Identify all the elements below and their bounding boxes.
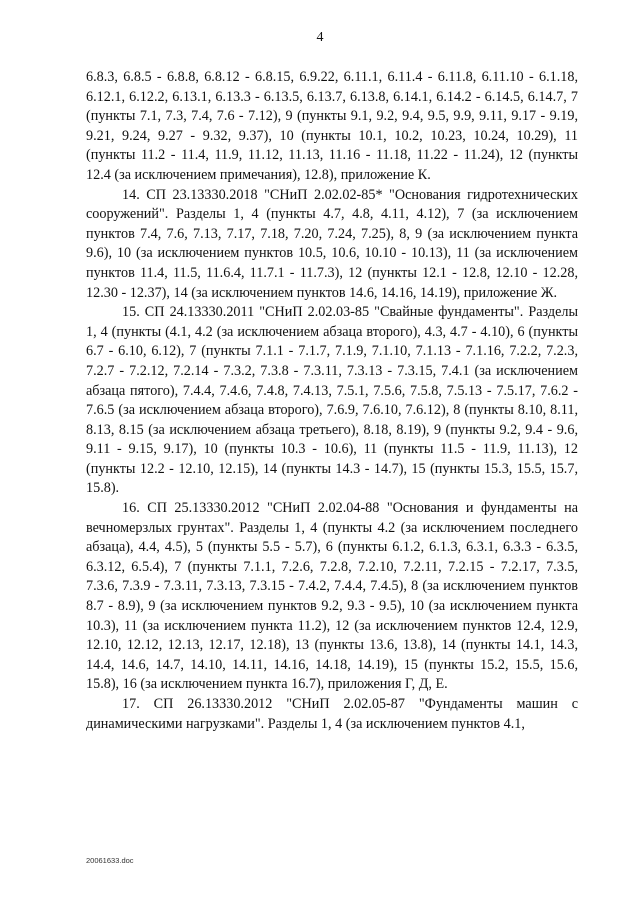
page-number: 4 [316, 30, 324, 45]
file-name-footer: 20061633.doc [86, 856, 134, 865]
paragraph-continuation: 6.8.3, 6.8.5 - 6.8.8, 6.8.12 - 6.8.15, 6.9.22, 6.11.1, 6.11.4 - 6.11.8, 6.11.10 - 6.1.18, 6.12.1, 6.12.2, 6.13.1, 6.13.3 - 6.13.5, 6.13.7, 6.13.8, 6.14.1, 6.14.2 - 6.14.5, 6.14.7, 7 (пункты 7.1, 7.3, 7.4, 7.6 - 7.12), 9 (пункты 9.1, 9.2, 9.4, 9.5, 9.9, 9.11, 9.17 - 9.19, 9.21, 9.24, 9.27 - 9.32, 9.37), 10 (пункты 10.1, 10.2, 10.23, 10.24, 10.29), 11 (пункты 11.2 - 11.4, 11.9, 11.12, 11.13, 11.16 - 11.18, 11.22 - 11.24), 12 (пункты 12.4 (за исключением примечания), 12.8), приложение К. [86, 69, 578, 183]
paragraph-item-15: 15. СП 24.13330.2011 "СНиП 2.02.03-85 "Свайные фундаменты". Разделы 1, 4 (пункты (4.1, 4.2 (за исключением абзаца второго), 4.3, 4.7 - 4.10), 6 (пункты 6.7 - 6.10, 6.12), 7 (пункты 7.1.1 - 7.1.7, 7.1.9, 7.1.10, 7.1.13 - 7.1.16, 7.2.2, 7.2.3, 7.2.7 - 7.2.12, 7.2.14 - 7.3.2, 7.3.8 - 7.3.11, 7.3.13 - 7.3.15, 7.4.1 (за исключением абзаца пятого), 7.4.4, 7.4.6, 7.4.8, 7.4.13, 7.5.1, 7.5.6, 7.5.8, 7.5.13 - 7.5.17, 7.6.2 - 7.6.5 (за исключением абзаца второго), 7.6.9, 7.6.10, 7.6.12), 8 (пункты 8.10, 8.11, 8.13, 8.15 (за исключением абзаца третьего), 8.18, 8.19), 9 (пункты 9.2, 9.4 - 9.6, 9.11 - 9.15, 9.17), 10 (пункты 10.3 - 10.6), 11 (пункты 11.5 - 11.9, 11.13), 12 (пункты 12.2 - 12.10, 12.15), 14 (пункты 14.3 - 14.7), 15 (пункты 15.3, 15.5, 15.7, 15.8). [86, 304, 578, 497]
paragraph-item-16: 16. СП 25.13330.2012 "СНиП 2.02.04-88 "Основания и фундаменты на вечномерзлых грунтах". Разделы 1, 4 (пункты 4.2 (за исключением последнего абзаца), 4.4, 4.5), 5 (пункты 5.5 - 5.7), 6 (пункты 6.1.2, 6.1.3, 6.3.1, 6.3.3 - 6.3.5, 6.3.12, 6.5.4), 7 (пункты 7.1.1, 7.2.6, 7.2.8, 7.2.10, 7.2.11, 7.2.15 - 7.2.17, 7.3.5, 7.3.6, 7.3.9 - 7.3.11, 7.3.13, 7.3.15 - 7.4.2, 7.4.4, 7.4.5), 8 (за исключением пунктов 8.7 - 8.9), 9 (за исключением пунктов 9.2, 9.3 - 9.5), 10 (за исключением пункта 10.3), 11 (за исключением пункта 11.2), 12 (за исключением пунктов 12.4, 12.9, 12.10, 12.12, 12.13, 12.17, 12.18), 13 (пункты 13.6, 13.8), 14 (пункты 14.1, 14.3, 14.4, 14.6, 14.7, 14.10, 14.11, 14.16, 14.18, 14.19), 15 (пункты 15.2, 15.5, 15.6, 15.8), 16 (за исключением пункта 16.7), приложения Г, Д, Е. [86, 500, 578, 693]
paragraph-item-14: 14. СП 23.13330.2018 "СНиП 2.02.02-85* "Основания гидротехнических сооружений". Разделы 1, 4 (пункты 4.7, 4.8, 4.11, 4.12), 7 (за исключением пунктов 7.4, 7.6, 7.13, 7.17, 7.18, 7.20, 7.24, 7.25), 8, 9 (за исключением пункта 9.6), 10 (за исключением пунктов 10.5, 10.6, 10.10 - 10.13), 11 (за исключением пунктов 11.4, 11.5, 11.6.4, 11.7.1 - 11.7.3), 12 (пункты 12.1 - 12.8, 12.10 - 12.28, 12.30 - 12.37), 14 (за исключением пунктов 14.6, 14.16, 14.19), приложение Ж. [86, 186, 578, 301]
paragraph-item-17: 17. СП 26.13330.2012 "СНиП 2.02.05-87 "Фундаменты машин с динамическими нагрузками". Разделы 1, 4 (за исключением пунктов 4.1, [86, 696, 578, 732]
document-body [86, 68, 578, 734]
